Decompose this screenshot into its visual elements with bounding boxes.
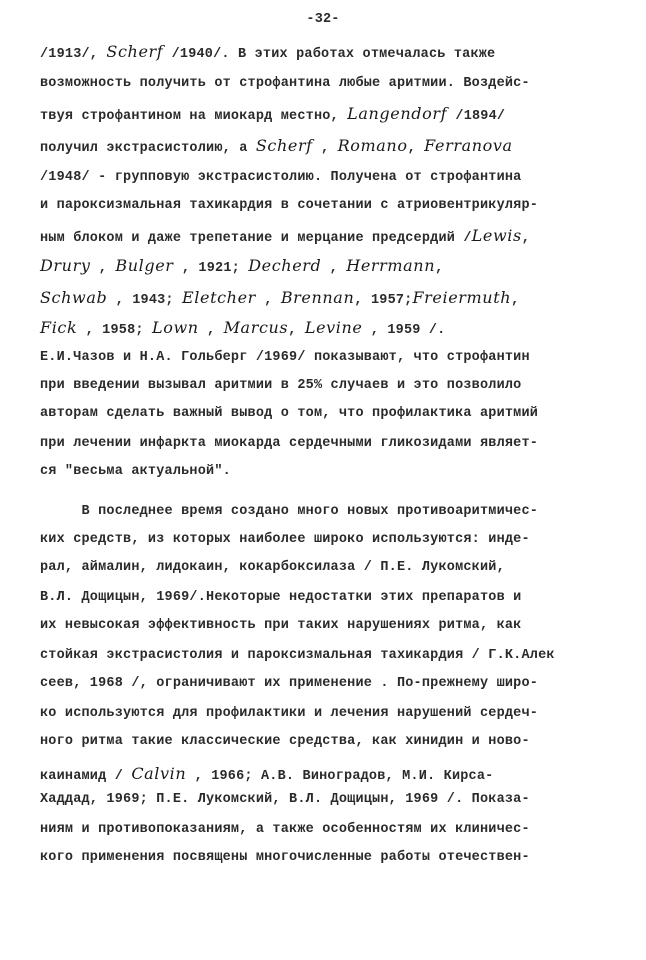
- text-line: [40, 822, 530, 837]
- handwritten-name: Scherf: [106, 42, 164, 61]
- handwritten-name: Levine: [304, 318, 363, 337]
- text-line: [40, 42, 495, 62]
- typed-text: ным блоком и даже трепетание и мерцание предсердий /: [40, 231, 472, 246]
- text-line: [40, 288, 519, 308]
- text-line: [40, 170, 521, 185]
- text-line: [40, 764, 493, 784]
- typed-text: ,: [407, 141, 425, 156]
- text-line: [40, 792, 530, 807]
- text-line: [40, 618, 521, 633]
- typed-text: их невысокая эффективность при таких нарушениях ритма, как: [40, 618, 522, 633]
- text-line: [40, 136, 513, 156]
- handwritten-name: Calvin: [131, 764, 187, 783]
- text-line: [40, 350, 530, 365]
- typed-text: ,: [288, 323, 305, 338]
- typed-text: /1894/: [447, 109, 506, 124]
- page-number: -32-: [306, 12, 340, 27]
- typed-text: ,: [198, 323, 224, 338]
- handwritten-name: Herrmann: [346, 256, 436, 275]
- typed-text: ,: [312, 141, 338, 156]
- text-line: [40, 464, 231, 479]
- text-line: [40, 104, 505, 124]
- handwritten-name: Langendorf: [347, 104, 448, 123]
- text-line: [40, 378, 521, 393]
- handwritten-name: Bulger: [115, 256, 174, 275]
- typed-text: , 1958;: [77, 323, 152, 338]
- typed-text: Хаддад, 1969; П.Е. Лукомский, В.Л. Дощицын, 1969 /. Показа-: [40, 792, 530, 807]
- typed-text: авторам сделать важный вывод о том, что профилактика аритмий: [40, 406, 539, 421]
- typed-text: /1940/. В этих работах отмечалась также: [163, 47, 496, 62]
- text-line: [40, 318, 445, 338]
- typed-text: ного ритма такие классические средства, как хинидин и ново-: [40, 734, 530, 749]
- typed-text: ,: [255, 293, 281, 308]
- typed-text: ,: [321, 261, 347, 276]
- typed-text: при введении вызывал аритмии в 25% случаев и это позволило: [40, 378, 522, 393]
- typed-text: ,: [435, 261, 444, 276]
- text-line: [40, 648, 555, 663]
- typed-text: каинамид /: [40, 769, 132, 784]
- text-line: [40, 198, 538, 213]
- typed-text: ниям и противопоказаниям, а также особенностям их клиничес-: [40, 822, 530, 837]
- typed-text: кого применения посвящены многочисленные работы отечествен-: [40, 850, 530, 865]
- text-line: [40, 256, 443, 276]
- handwritten-name: Scherf: [255, 136, 313, 155]
- text-line: [40, 226, 530, 246]
- typed-text: сеев, 1968 /, ограничивают их применение . По-прежнему широ-: [40, 676, 539, 691]
- handwritten-name: Ferranova: [424, 136, 513, 155]
- handwritten-name: Brennan: [280, 288, 355, 307]
- text-line: [40, 504, 538, 519]
- typed-text: Е.И.Чазов и Н.А. Гольберг /1969/ показывают, что строфантин: [40, 350, 530, 365]
- handwritten-name: Marcus: [223, 318, 289, 337]
- text-line: [40, 734, 530, 749]
- handwritten-name: Fick: [40, 318, 78, 337]
- text-line: [40, 436, 538, 451]
- text-line: [40, 590, 521, 605]
- typed-text: , 1959 /.: [362, 323, 446, 338]
- typed-text: ко используются для профилактики и лечения нарушений сердеч-: [40, 706, 539, 721]
- handwritten-name: Drury: [40, 256, 91, 275]
- handwritten-name: Eletcher: [182, 288, 256, 307]
- text-line: [40, 406, 538, 421]
- typed-text: ,: [521, 231, 531, 246]
- text-line: [40, 76, 530, 91]
- handwritten-name: Freiermuth: [412, 288, 512, 307]
- handwritten-name: Decherd: [248, 256, 322, 275]
- text-line: [40, 706, 538, 721]
- text-line: [40, 676, 538, 691]
- handwritten-name: Romano: [337, 136, 408, 155]
- typed-text: ся "весьма актуальной".: [40, 464, 231, 479]
- typed-text: возможность получить от строфантина любые аритмии. Воздейс-: [40, 76, 530, 91]
- typed-text: ких средств, из которых наиболее широко используются: инде-: [40, 532, 530, 547]
- typed-text: , 1957;: [354, 293, 413, 308]
- typed-text: , 1943;: [107, 293, 183, 308]
- typed-text: ,: [90, 261, 116, 276]
- typed-text: , 1921;: [173, 261, 249, 276]
- typed-text: стойкая экстрасистолия и пароксизмальная тахикардия / Г.К.Алек: [40, 648, 555, 663]
- typed-text: при лечении инфаркта миокарда сердечными гликозидами являет-: [40, 436, 539, 451]
- typed-text: ,: [511, 293, 520, 308]
- typed-text: В.Л. Дощицын, 1969/.Некоторые недостатки этих препаратов и: [40, 590, 522, 605]
- text-line: [40, 850, 530, 865]
- handwritten-name: Lewis: [471, 226, 522, 245]
- typed-text: получил экстрасистолию, а: [40, 141, 256, 156]
- typed-text: и пароксизмальная тахикардия в сочетании с атриовентрикуляр-: [40, 198, 539, 213]
- typed-text: , 1966; А.В. Виноградов, М.И. Кирса-: [186, 769, 494, 784]
- typed-text: /1948/ - групповую экстрасистолию. Получена от строфантина: [40, 170, 522, 185]
- text-line: [40, 532, 530, 547]
- handwritten-name: Lown: [152, 318, 199, 337]
- typed-text: рал, аймалин, лидокаин, кокарбоксилаза / П.Е. Лукомский,: [40, 560, 505, 575]
- typed-text: /1913/,: [40, 47, 107, 62]
- typed-text: твуя строфантином на миокард местно,: [40, 109, 348, 124]
- text-line: [40, 560, 505, 575]
- handwritten-name: Schwab: [40, 288, 108, 307]
- typed-text: В последнее время создано много новых противоаритмичес-: [40, 504, 539, 519]
